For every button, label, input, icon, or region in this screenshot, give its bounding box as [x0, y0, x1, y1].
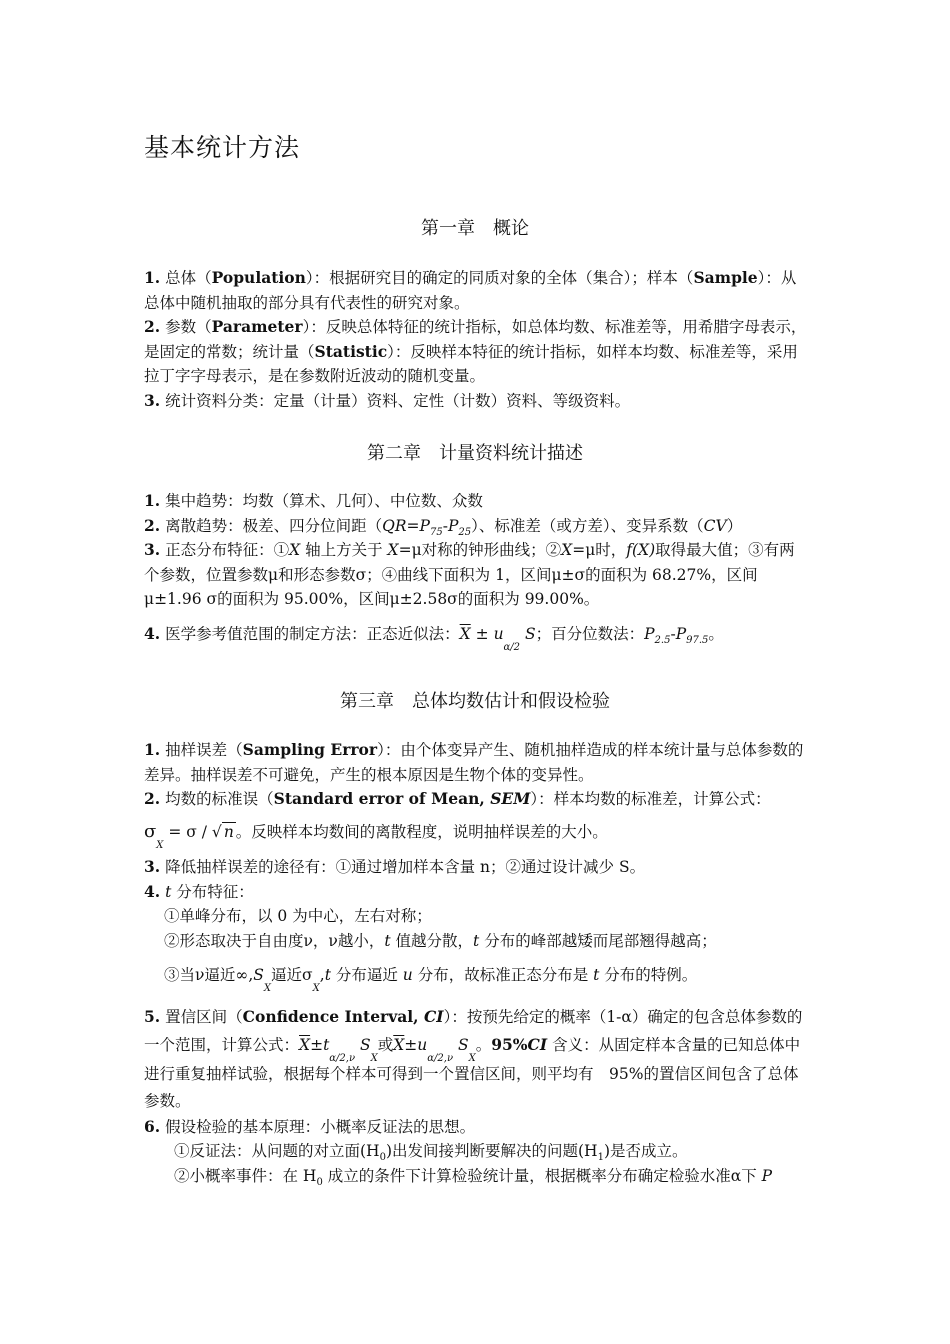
subscript: 0 — [316, 1176, 323, 1188]
math-symbol: CV — [703, 516, 727, 535]
ch3-item-6-point-1 — [144, 1139, 808, 1164]
plus-minus: ± — [475, 624, 489, 643]
math-symbol: X — [561, 541, 573, 559]
math-symbol: - — [670, 624, 676, 643]
subscript: α/2,ν — [329, 1052, 356, 1064]
text: 总体（ — [165, 269, 212, 287]
text: ）：按预先给定的概率（1-α）确定的包含总体参数的一个范围，计算公式： — [144, 1007, 803, 1054]
term: Confidence Interval, — [242, 1006, 424, 1026]
ch2-item-1 — [144, 489, 808, 514]
ch3-item-6-point-2 — [144, 1164, 808, 1189]
subscript: α/2 — [503, 641, 521, 653]
subscript: X — [370, 1052, 378, 1064]
math-symbol: P — [447, 516, 459, 535]
term: Sampling Error — [242, 740, 378, 759]
text: ）：样本均数的标准差，计算公式： — [530, 790, 771, 808]
item-number: 1. — [144, 740, 161, 759]
text: ②小概率事件：在 H — [174, 1166, 317, 1185]
subscript: X — [468, 1052, 476, 1064]
math-symbol: = — [406, 516, 420, 535]
math-symbol: QR — [382, 516, 407, 535]
text: 值越分散， — [390, 931, 474, 950]
math-symbol: X — [289, 541, 301, 559]
term: Parameter — [211, 317, 303, 336]
ch3-item-5 — [144, 1003, 808, 1115]
document-title: 基本统计方法 — [144, 133, 301, 162]
ch2-item-4 — [144, 622, 808, 653]
ch3-item-3 — [144, 855, 808, 880]
text: =μ时， — [572, 541, 627, 559]
ch3-item-4-point-1 — [144, 904, 808, 929]
chapter-2-heading: 第二章 计量资料统计描述 — [367, 443, 583, 464]
text: 轴上方关于 — [300, 541, 388, 559]
text: )出发间接判断要解决的问题(H — [385, 1142, 598, 1160]
math-symbol: t — [593, 966, 600, 984]
ch1-item-1 — [144, 266, 808, 315]
text: )是否成立。 — [603, 1142, 688, 1160]
text: 含义：从固定样本含量的已知总体中进行重复抽样试验，根据每个样本可得到一个置信区间，则平均有 95%的置信区间包含了总体参数。 — [144, 1035, 801, 1110]
text: 正态分布特征：① — [165, 541, 290, 559]
equals: = σ / — [163, 822, 212, 841]
ch2-item-2 — [144, 514, 808, 539]
x-bar: $\overline{X}$ — [299, 1035, 311, 1054]
math-symbol: t — [165, 882, 172, 901]
text: 或 — [377, 1035, 394, 1054]
ch3-item-2-formula — [144, 820, 808, 851]
s-symbol: S — [524, 624, 536, 643]
term: Standard error of Mean, — [273, 789, 491, 808]
text: 抽样误差（ — [165, 741, 243, 759]
s-symbol: S — [359, 1035, 371, 1054]
n-symbol: n — [223, 822, 234, 841]
item-number: 4. — [144, 623, 161, 643]
ch3-item-2 — [144, 787, 808, 812]
math-symbol: P — [675, 624, 687, 643]
math-symbol: S — [253, 966, 264, 984]
item-number: 5. — [144, 1006, 161, 1026]
subscript: 97.5 — [686, 634, 709, 646]
sigma-symbol: σ — [302, 966, 313, 984]
math-symbol: t — [324, 966, 331, 984]
item-number: 2. — [144, 515, 161, 535]
subscript: 75 — [429, 526, 443, 538]
subscript: 1 — [597, 1152, 604, 1163]
text: ）：反映总体特征的统计指标，如总体均数、标准差等，用希腊字母表示，是固定的常数；统计量（ — [144, 318, 807, 361]
item-number: 2. — [144, 317, 161, 336]
term: CI — [527, 1034, 548, 1054]
term: Sample — [693, 268, 758, 287]
text: 置信区间（ — [165, 1007, 243, 1026]
ch3-item-4-point-3 — [144, 963, 808, 994]
term: SEM — [490, 789, 531, 808]
t-symbol: t — [323, 1035, 330, 1054]
item-number: 1. — [144, 491, 161, 510]
item-number: 3. — [144, 390, 161, 410]
text: 医学参考值范围的制定方法：正态近似法： — [165, 624, 460, 643]
chapter-1-heading: 第一章 概论 — [421, 218, 529, 239]
x-bar: $\overline{X}$ — [393, 1035, 405, 1054]
plus-minus: ± — [404, 1035, 418, 1054]
math-symbol: P — [761, 1166, 773, 1185]
math-symbol: f(X) — [626, 541, 656, 559]
text: 均数的标准误（ — [165, 790, 274, 808]
x-bar: $\overline{X}$ — [459, 624, 471, 643]
text: ①反证法：从问题的对立面(H — [174, 1142, 380, 1160]
text: 。 — [475, 1035, 492, 1054]
text: ②形态取决于自由度ν，ν越小， — [164, 931, 385, 950]
text: ）：根据研究目的确定的同质对象的全体（集合）；样本（ — [305, 269, 694, 287]
item-number: 6. — [144, 1116, 161, 1136]
text: , — [319, 966, 325, 984]
subscript: 25 — [458, 526, 472, 538]
item-number: 4. — [144, 881, 161, 901]
text: 分布特征： — [171, 882, 254, 901]
text: =μ对称的钟形曲线；② — [398, 541, 562, 559]
math-symbol: - — [442, 516, 448, 535]
math-symbol: u — [402, 966, 413, 984]
text: 成立的条件下计算检验统计量，根据概率分布确定检验水准α下 — [322, 1166, 762, 1185]
s-symbol: S — [457, 1035, 469, 1054]
text: ）：反映样本特征的统计指标，如样本均数、标准差等，采用拉丁字字母表示，是在参数附近波动的随机变量。 — [144, 342, 798, 385]
math-symbol: P — [419, 516, 430, 535]
text: ） — [726, 516, 743, 535]
subscript: 0 — [379, 1152, 386, 1163]
text: ；百分位数法： — [535, 624, 645, 643]
ch3-item-4-point-2 — [144, 929, 808, 954]
term: CI — [423, 1006, 444, 1026]
ch1-item-2 — [144, 315, 808, 389]
text: 分布的峰部越矮而尾部翘得越高； — [479, 931, 717, 950]
text: 。 — [708, 624, 724, 643]
text: 假设检验的基本原理：小概率反证法的思想。 — [165, 1117, 476, 1136]
item-number: 3. — [144, 857, 161, 876]
text: 参数（ — [165, 318, 212, 336]
chapter-2-body — [144, 489, 808, 653]
u-symbol: u — [493, 624, 504, 643]
u-symbol: u — [417, 1035, 428, 1054]
text: 离散趋势：极差、四分位间距（ — [165, 516, 383, 535]
text: ）：由个体变异产生、随机抽样造成的样本统计量与总体参数的差异。抽样误差不可避免，产生的根本原因是生物个体的变异性。 — [144, 741, 804, 784]
item-number: 1. — [144, 268, 161, 287]
text: 降低抽样误差的途径有：①通过增加样本含量 n；②通过设计减少 S。 — [165, 858, 646, 876]
sigma-symbol: σ — [144, 820, 157, 842]
subscript: 2.5 — [654, 634, 671, 646]
text: ③当ν逼近∞, — [164, 966, 254, 984]
term: Statistic — [314, 341, 388, 361]
text: 。反映样本均数间的离散程度，说明抽样误差的大小。 — [235, 822, 608, 841]
math-symbol: X — [387, 541, 399, 559]
text: ①单峰分布，以 0 为中心，左右对称； — [164, 907, 432, 925]
term: Population — [211, 268, 306, 287]
text: 取得最大值；③有两个参数，位置参数μ和形态参数σ；④曲线下面积为 1，区间μ±σ的面积为 68.27%，区间μ±1.96 σ的面积为 95.00%，区间μ±2.58σ的面积为 99.00%。 — [144, 541, 795, 608]
text: 分布逼近 — [330, 966, 403, 984]
subscript: X — [312, 983, 320, 994]
chapter-3-heading: 第三章 总体均数估计和假设检验 — [340, 691, 610, 712]
text: 分布，故标准正态分布是 — [412, 966, 594, 984]
item-number: 3. — [144, 540, 161, 559]
text: ）：从总体中随机抽取的部分具有代表性的研究对象。 — [144, 269, 797, 312]
chapter-1-body — [144, 266, 808, 413]
math-symbol: t — [473, 931, 480, 950]
ch3-item-1 — [144, 738, 808, 787]
term: 95% — [491, 1034, 528, 1054]
text: 集中趋势：均数（算术、几何）、中位数、众数 — [165, 492, 483, 510]
text: 逼近 — [271, 966, 303, 984]
sem-formula: $\sigma_X = \sigma$ / √ n — [144, 820, 234, 851]
text: 分布的特例。 — [599, 966, 698, 984]
math-symbol: P — [644, 624, 655, 643]
text: 统计资料分类：定量（计量）资料、定性（计数）资料、等级资料。 — [165, 391, 631, 410]
text: ）、标准差（或方差）、变异系数（ — [471, 516, 704, 535]
ch3-item-4 — [144, 880, 808, 905]
ch2-item-3 — [144, 538, 808, 612]
math-symbol: t — [384, 931, 391, 950]
subscript: X — [263, 983, 272, 994]
subscript: X — [156, 839, 164, 851]
plus-minus: ± — [310, 1035, 324, 1054]
item-number: 2. — [144, 789, 161, 808]
ch1-item-3 — [144, 389, 808, 414]
subscript: α/2,ν — [427, 1052, 454, 1064]
chapter-3-body — [144, 738, 808, 1188]
ch3-item-6 — [144, 1115, 808, 1140]
